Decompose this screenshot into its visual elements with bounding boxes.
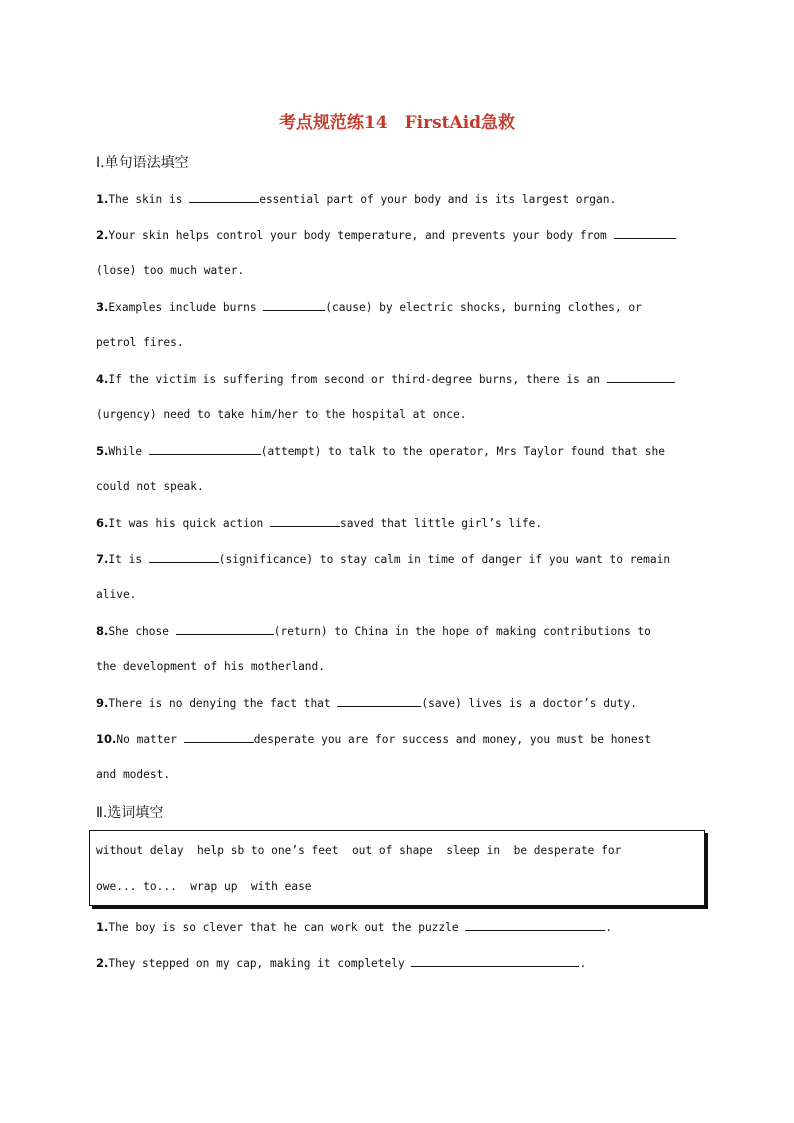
question-number: 2. xyxy=(96,956,109,970)
question-5 xyxy=(96,443,700,460)
question-text: No matter xyxy=(116,733,184,746)
fill-question-2 xyxy=(96,955,700,972)
question-number: 5. xyxy=(96,444,109,458)
question-number: 9. xyxy=(96,696,109,710)
answer-blank[interactable] xyxy=(337,695,421,707)
question-text: (return) to China in the hope of making contributions to xyxy=(273,625,651,638)
question-text: Examples include burns xyxy=(108,301,264,314)
question-9 xyxy=(96,695,700,712)
question-text: There is no denying the fact that xyxy=(108,697,338,710)
page-title: 考点规范练14 FirstAid急救 xyxy=(278,113,516,133)
question-number: 7. xyxy=(96,552,109,566)
question-number: 6. xyxy=(96,516,109,530)
question-2-continued: (lose) too much water. xyxy=(96,264,245,277)
question-10 xyxy=(96,731,700,748)
section-2-heading: Ⅱ.选词填空 xyxy=(96,805,164,821)
question-text: essential part of your body and is its largest organ. xyxy=(259,193,617,206)
question-text: . xyxy=(605,921,613,934)
question-2 xyxy=(96,227,700,244)
question-5-continued: could not speak. xyxy=(96,480,204,493)
question-text: If the victim is suffering from second or third-degree burns, there is an xyxy=(108,373,607,386)
question-number: 8. xyxy=(96,624,109,638)
question-8 xyxy=(96,623,700,640)
word-bank-line-1: without delay help sb to one’s feet out of shape sleep in be desperate for xyxy=(96,844,622,857)
answer-blank[interactable] xyxy=(270,515,340,527)
question-number: 1. xyxy=(96,192,109,206)
question-6 xyxy=(96,515,700,532)
question-number: 10. xyxy=(96,732,117,746)
word-bank-line-2: owe... to... wrap up with ease xyxy=(96,880,312,893)
answer-blank[interactable] xyxy=(614,227,676,239)
fill-question-1 xyxy=(96,919,700,936)
question-1 xyxy=(96,191,700,208)
question-number: 4. xyxy=(96,372,109,386)
question-text: While xyxy=(108,445,149,458)
word-bank-box xyxy=(89,830,705,906)
question-number: 2. xyxy=(96,228,109,242)
question-text: (cause) by electric shocks, burning clothes, or xyxy=(325,301,642,314)
question-text: saved that little girl’s life. xyxy=(340,517,543,530)
answer-blank[interactable] xyxy=(149,551,219,563)
question-10-continued: and modest. xyxy=(96,768,171,781)
question-7 xyxy=(96,551,700,568)
question-text: She chose xyxy=(108,625,176,638)
question-number: 3. xyxy=(96,300,109,314)
question-text: Your skin helps control your body temperature, and prevents your body from xyxy=(108,229,614,242)
question-text: It is xyxy=(108,553,149,566)
question-4-continued: (urgency) need to take him/her to the hospital at once. xyxy=(96,408,467,421)
section-1-heading: Ⅰ.单句语法填空 xyxy=(96,155,189,171)
question-text: (significance) to stay calm in time of danger if you want to remain xyxy=(218,553,671,566)
question-text: (attempt) to talk to the operator, Mrs Taylor found that she xyxy=(260,445,665,458)
answer-blank[interactable] xyxy=(189,191,259,203)
question-text: desperate you are for success and money, you must be honest xyxy=(253,733,652,746)
answer-blank[interactable] xyxy=(607,371,675,383)
question-text: They stepped on my cap, making it completely xyxy=(108,957,412,970)
question-text: It was his quick action xyxy=(108,517,271,530)
question-8-continued: the development of his motherland. xyxy=(96,660,326,673)
answer-blank[interactable] xyxy=(411,955,579,967)
answer-blank[interactable] xyxy=(149,443,261,455)
answer-blank[interactable] xyxy=(184,731,254,743)
question-7-continued: alive. xyxy=(96,588,137,601)
question-text: . xyxy=(579,957,587,970)
answer-blank[interactable] xyxy=(176,623,274,635)
question-text: (save) lives is a doctor’s duty. xyxy=(421,697,637,710)
question-text: The boy is so clever that he can work out the puzzle xyxy=(108,921,466,934)
question-3-continued: petrol fires. xyxy=(96,336,184,349)
question-4 xyxy=(96,371,700,388)
answer-blank[interactable] xyxy=(263,299,325,311)
answer-blank[interactable] xyxy=(465,919,605,931)
question-text: The skin is xyxy=(108,193,190,206)
question-3 xyxy=(96,299,700,316)
question-number: 1. xyxy=(96,920,109,934)
